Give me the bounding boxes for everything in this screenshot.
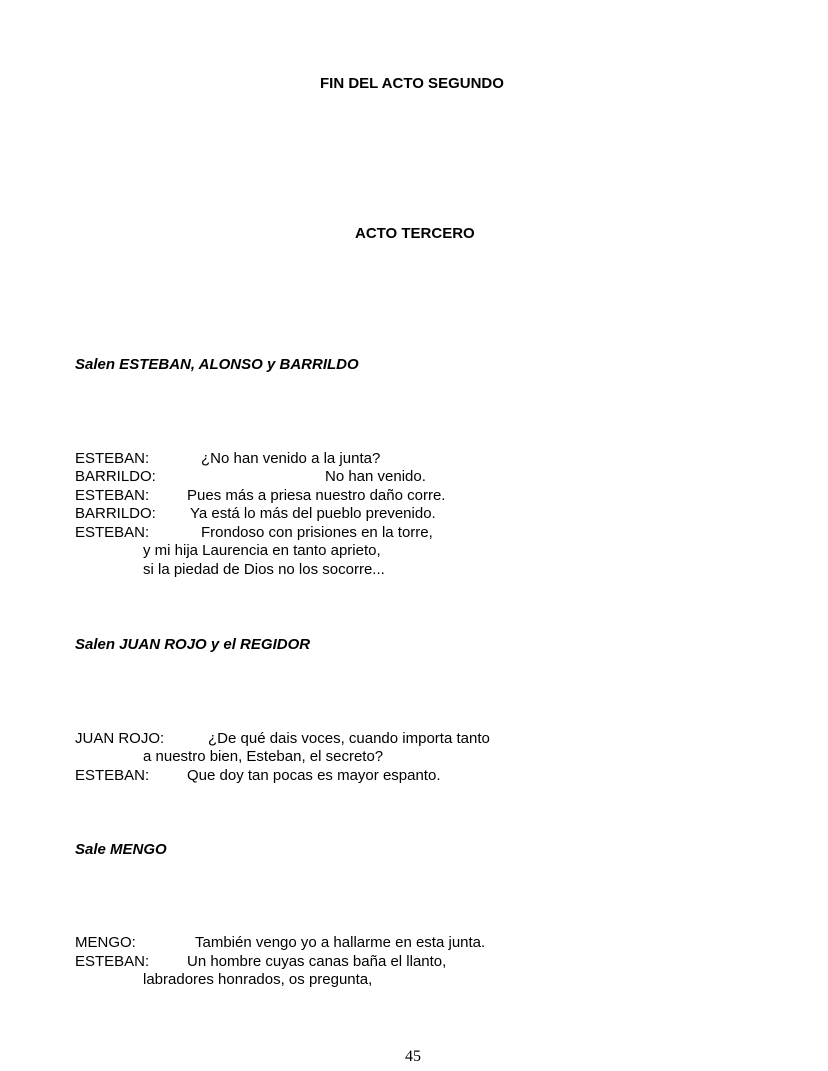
dialogue-line: También vengo yo a hallarme en esta junta. — [195, 934, 486, 951]
speaker-name: MENGO: — [75, 934, 136, 951]
speaker-name: JUAN ROJO: — [75, 730, 165, 747]
stage-direction: Salen JUAN ROJO y el REGIDOR — [75, 636, 311, 653]
dialogue-line: ¿No han venido a la junta? — [201, 450, 381, 467]
dialogue-line: Frondoso con prisiones en la torre, — [201, 524, 433, 541]
dialogue-line: a nuestro bien, Esteban, el secreto? — [143, 748, 384, 765]
page-number: 45 — [405, 1048, 421, 1065]
act-heading: ACTO TERCERO — [355, 225, 475, 242]
dialogue-line: si la piedad de Dios no los socorre... — [143, 561, 385, 578]
dialogue-line: Ya está lo más del pueblo prevenido. — [190, 505, 436, 522]
dialogue-line: Un hombre cuyas canas baña el llanto, — [187, 953, 447, 970]
stage-direction: Salen ESTEBAN, ALONSO y BARRILDO — [75, 356, 359, 373]
speaker-name: ESTEBAN: — [75, 767, 150, 784]
dialogue-line: ¿De qué dais voces, cuando importa tanto — [208, 730, 490, 747]
end-of-act-heading: FIN DEL ACTO SEGUNDO — [320, 75, 504, 92]
speaker-name: ESTEBAN: — [75, 450, 150, 467]
dialogue-line: Pues más a priesa nuestro daño corre. — [187, 487, 446, 504]
dialogue-line: Que doy tan pocas es mayor espanto. — [187, 767, 441, 784]
stage-direction: Sale MENGO — [75, 841, 167, 858]
speaker-name: ESTEBAN: — [75, 524, 150, 541]
speaker-name: BARRILDO: — [75, 505, 156, 522]
speaker-name: ESTEBAN: — [75, 953, 150, 970]
dialogue-line: labradores honrados, os pregunta, — [143, 971, 373, 988]
speaker-name: BARRILDO: — [75, 468, 156, 485]
dialogue-line: No han venido. — [325, 468, 426, 485]
speaker-name: ESTEBAN: — [75, 487, 150, 504]
dialogue-line: y mi hija Laurencia en tanto aprieto, — [143, 542, 381, 559]
